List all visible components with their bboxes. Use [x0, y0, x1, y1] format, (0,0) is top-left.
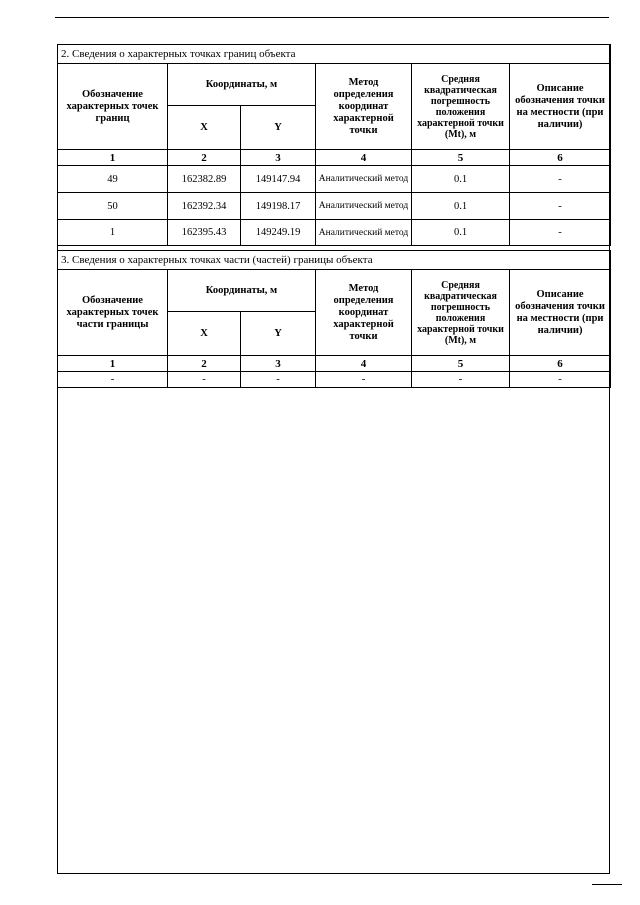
- top-rule: [55, 17, 609, 18]
- header-x: X: [168, 312, 241, 356]
- point-designation: -: [58, 372, 168, 388]
- error-value: 0.1: [412, 193, 510, 220]
- header-coordinates: Координаты, м: [168, 270, 316, 312]
- section3-title: 3. Сведения о характерных точках части (частей) границы объекта: [58, 251, 611, 270]
- coord-y: 149198.17: [241, 193, 316, 220]
- coord-x: -: [168, 372, 241, 388]
- coord-y: 149147.94: [241, 166, 316, 193]
- header-coordinates: Координаты, м: [168, 64, 316, 106]
- col-number: 6: [510, 356, 611, 372]
- coord-y: -: [241, 372, 316, 388]
- section2-title: 2. Сведения о характерных точках границ объекта: [58, 45, 611, 64]
- method: Аналитический метод: [316, 166, 412, 193]
- method: -: [316, 372, 412, 388]
- header-description: Описание обозначения точки на местности (при наличии): [510, 270, 611, 356]
- col-number: 3: [241, 150, 316, 166]
- col-number: 2: [168, 356, 241, 372]
- point-description: -: [510, 372, 611, 388]
- table-row: [58, 166, 611, 193]
- header-method: Метод определения координат характерной точки: [316, 64, 412, 150]
- point-designation: 1: [58, 220, 168, 246]
- point-designation: 49: [58, 166, 168, 193]
- header-description: Описание обозначения точки на местности (при наличии): [510, 64, 611, 150]
- coord-x: 162382.89: [168, 166, 241, 193]
- table-row: [58, 372, 611, 388]
- table-row: [58, 193, 611, 220]
- col-number: 1: [58, 356, 168, 372]
- error-value: -: [412, 372, 510, 388]
- point-description: -: [510, 166, 611, 193]
- col-number: 5: [412, 356, 510, 372]
- coord-x: 162395.43: [168, 220, 241, 246]
- error-value: 0.1: [412, 220, 510, 246]
- point-description: -: [510, 220, 611, 246]
- header-designation: Обозначение характерных точек границ: [58, 64, 168, 150]
- method: Аналитический метод: [316, 220, 412, 246]
- coord-y: 149249.19: [241, 220, 316, 246]
- section2-table: [57, 44, 611, 246]
- section3-table: [57, 250, 611, 388]
- point-description: -: [510, 193, 611, 220]
- point-designation: 50: [58, 193, 168, 220]
- header-designation: Обозначение характерных точек части границы: [58, 270, 168, 356]
- header-error: Средняя квадратическая погрешность положения характерной точки (Mt), м: [412, 270, 510, 356]
- bottom-rule: [592, 884, 622, 885]
- col-number: 5: [412, 150, 510, 166]
- header-x: X: [168, 106, 241, 150]
- col-number: 3: [241, 356, 316, 372]
- header-y: Y: [241, 106, 316, 150]
- header-method: Метод определения координат характерной точки: [316, 270, 412, 356]
- col-number: 1: [58, 150, 168, 166]
- header-error: Средняя квадратическая погрешность положения характерной точки (Mt), м: [412, 64, 510, 150]
- col-number: 6: [510, 150, 611, 166]
- header-y: Y: [241, 312, 316, 356]
- coord-x: 162392.34: [168, 193, 241, 220]
- col-number: 2: [168, 150, 241, 166]
- method: Аналитический метод: [316, 193, 412, 220]
- table-row: [58, 220, 611, 246]
- error-value: 0.1: [412, 166, 510, 193]
- col-number: 4: [316, 356, 412, 372]
- col-number: 4: [316, 150, 412, 166]
